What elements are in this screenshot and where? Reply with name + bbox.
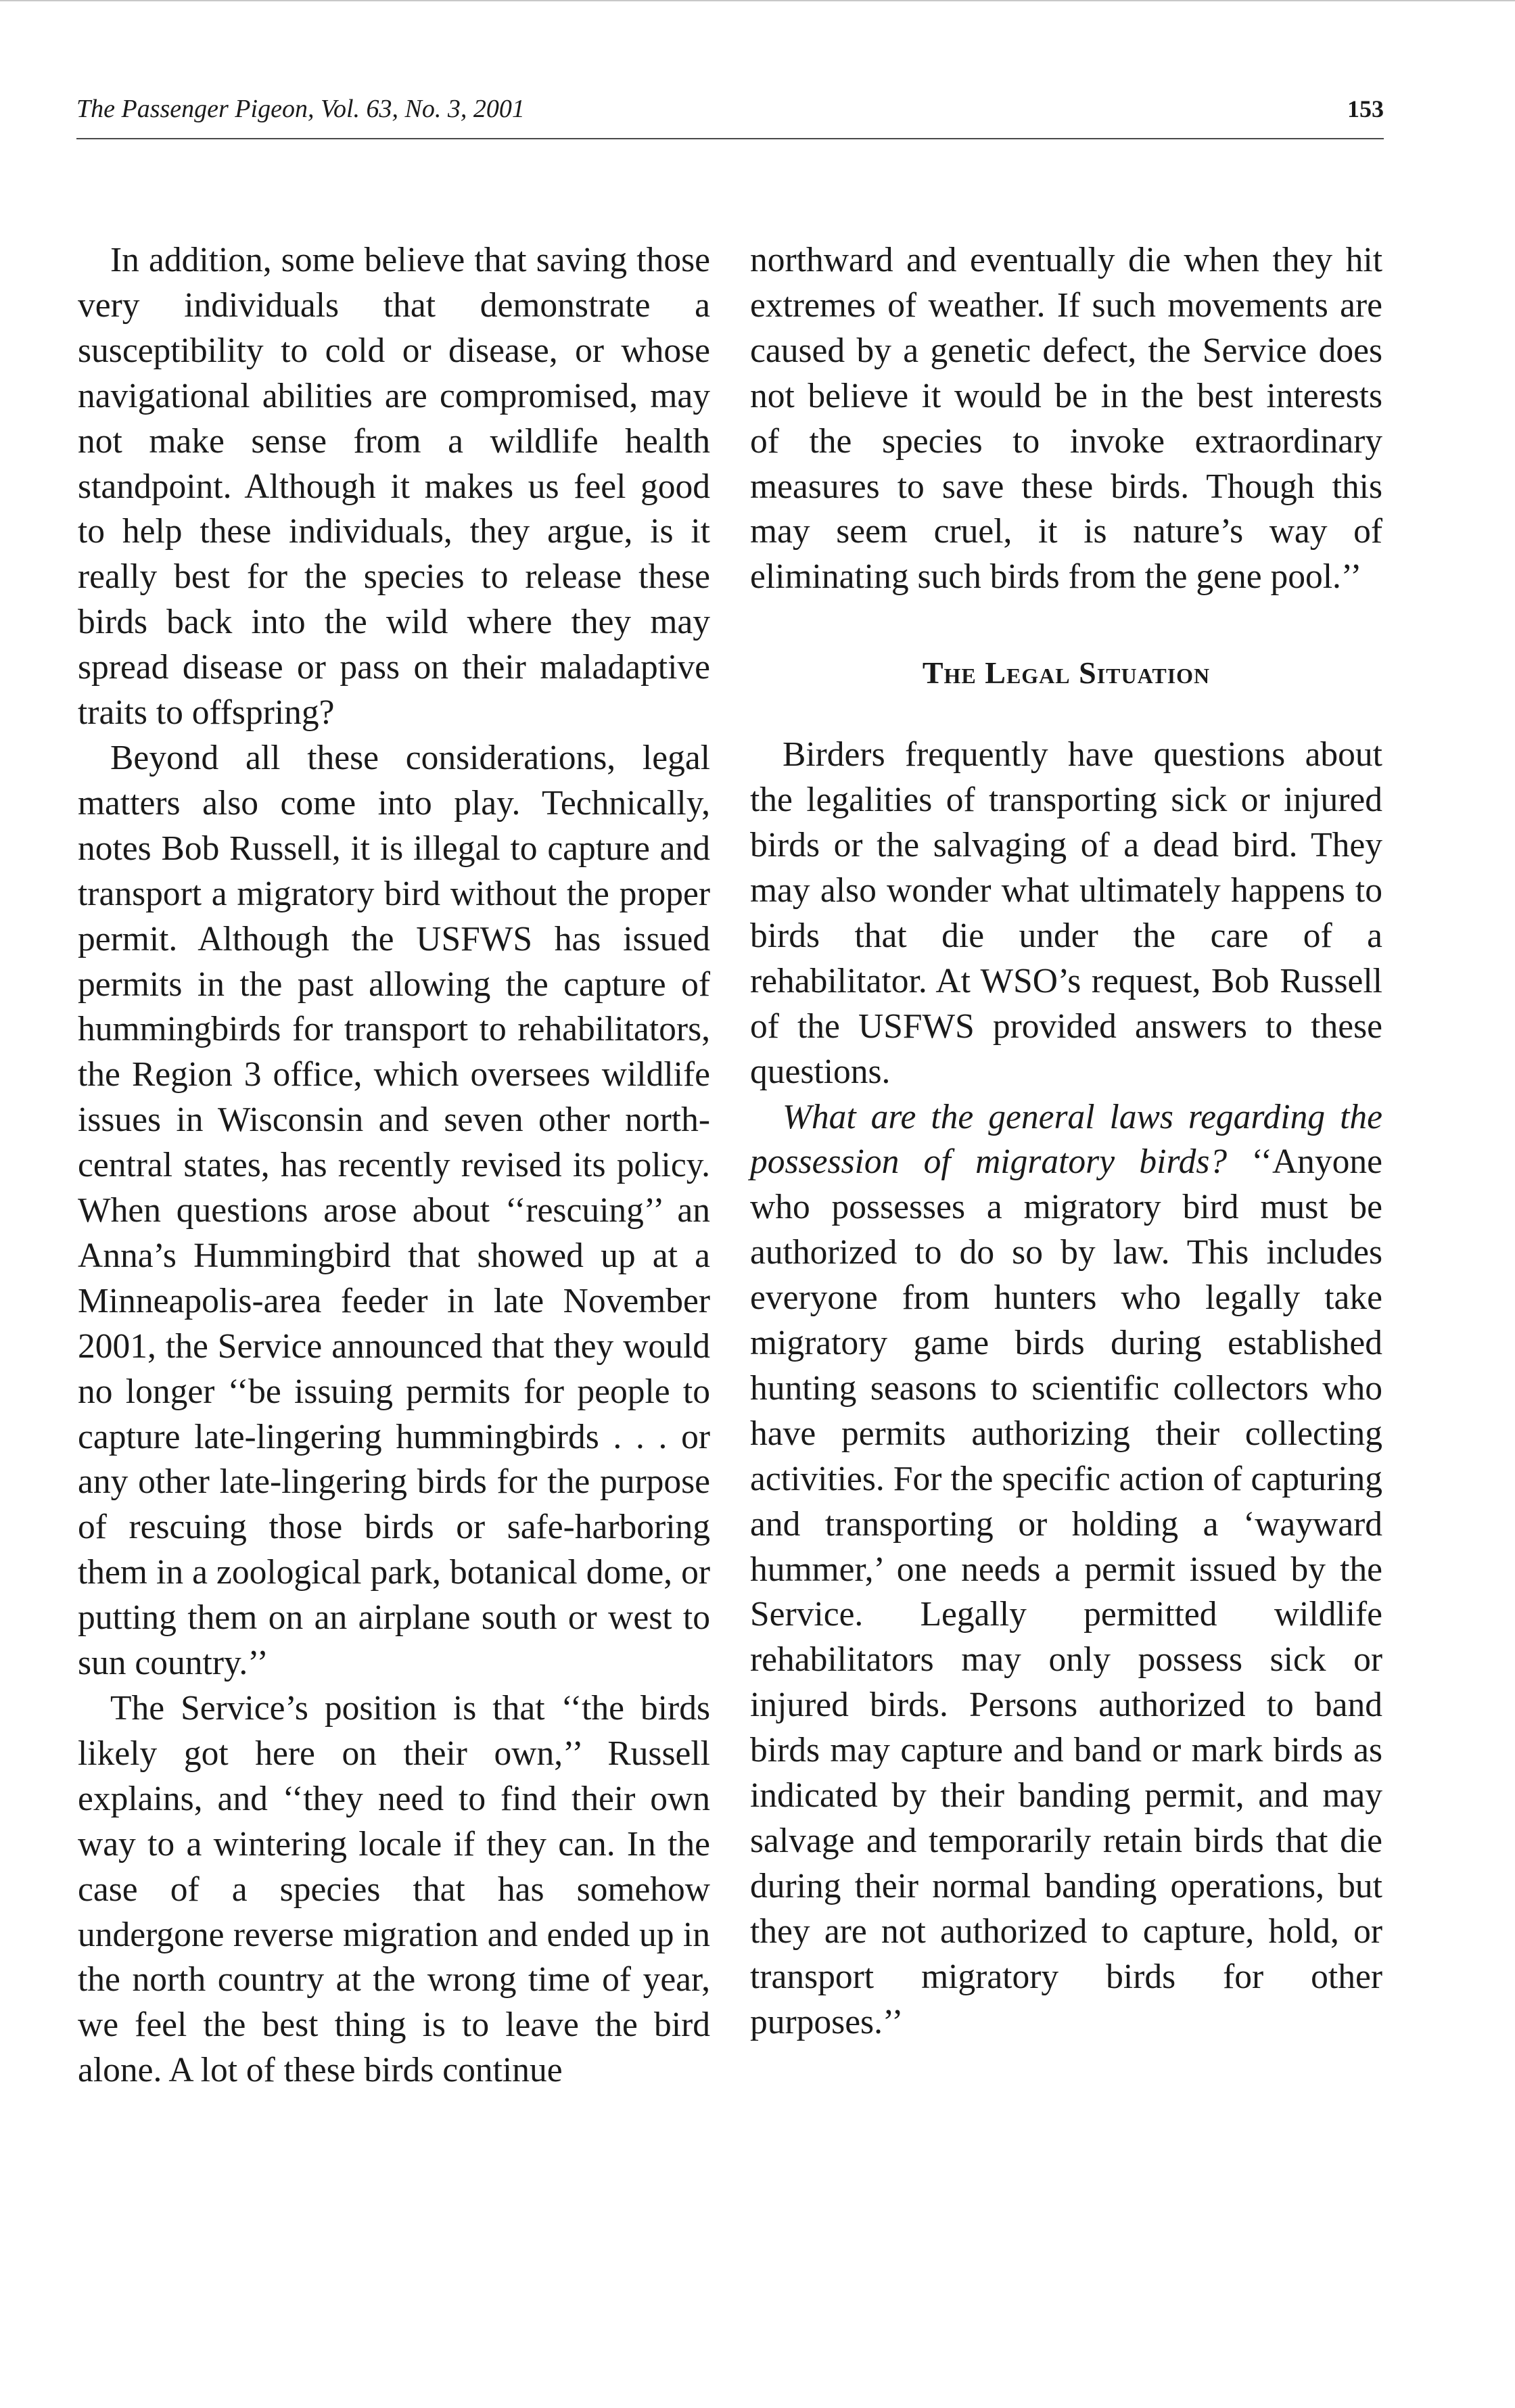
page-number: 153: [1347, 95, 1384, 122]
paragraph-qa: [750, 1095, 1382, 2045]
paragraph-legal-matters: Beyond all these considerations, legal matters also come into play. Technically, notes Bob Russell, it is illegal to capture and transport a migratory bird without the proper permit. Although the USFWS has issued permits in the past allowing the capture of hummingbirds for transport to rehabilitators, the Region 3 office, which oversees wildlife issues in Wisconsin and seven other north-central states, has recently revised its policy. When questions arose about ‘‘rescuing’’ an Anna’s Hummingbird that showed up at a Minneapolis-area feeder in late November 2001, the Service announced that they would no longer ‘‘be issuing permits for people to capture late-lingering hummingbirds . . . or any other late-lingering birds for the purpose of rescuing those birds or safe-harboring them in a zoological park, botanical dome, or putting them on an airplane south or west to sun country.’’: [78, 738, 710, 1683]
paragraph-continued: northward and eventually die when they hit extremes of weather. If such movements are caused by a genetic defect, the Service does not believe it would be in the best interests of the species to invoke extraordinary measures to save these birds. Though this may seem cruel, it is nature’s way of eliminating such birds from the gene pool.’’: [750, 241, 1382, 597]
paragraph-service-position: The Service’s position is that ‘‘the birds likely got here on their own,’’ Russell explains, and ‘‘they need to find their own way to a wintering locale if they can. In the case of a species that has somehow undergone reverse migration and ended up in the north country at the wrong time of year, we feel the best thing is to leave the bird alone. A lot of these birds continue: [78, 1689, 710, 2090]
answer-text: ‘‘Anyone who possesses a migratory bird must be authorized to do so by law. This includes everyone from hunters who legally take migratory game birds during established hunting seasons to scientific collectors who have permits authorizing their collecting activities. For the specific action of capturing and transporting or holding a ‘wayward hummer,’ one needs a permit issued by the Service. Legally permitted wildlife rehabilitators may only possess sick or injured birds. Persons authorized to band birds may capture and band or mark birds as indicated by their banding permit, and may salvage and temporarily retain birds that die during their normal banding operations, but they are not authorized to capture, hold, or transport migratory birds for other purposes.’’: [750, 1142, 1383, 2041]
question-text: What are the general laws regarding the possession of migratory birds?: [750, 1097, 1382, 1182]
top-rule: [0, 0, 1515, 1]
journal-citation: The Passenger Pigeon, Vol. 63, No. 3, 2001: [76, 95, 525, 123]
running-header: [76, 93, 1384, 139]
paragraph-legal-intro: Birders frequently have questions about the legalities of transporting sick or injured birds or the salvaging of a dead bird. They may also wonder what ultimately happens to birds that die under the care of a rehabilitator. At WSO’s request, Bob Russell of the USFWS provided answers to these questions.: [750, 735, 1382, 1091]
left-column: [78, 238, 710, 2093]
right-column: [750, 238, 1382, 2045]
paragraph-rescue-concerns: In addition, some believe that saving those very individuals that demonstrate a susceptibility to cold or disease, or whose navigational abilities are compromised, may not make sense from a wildlife health standpoint. Although it makes us feel good to help these individuals, they argue, is it really best for the species to release these birds back into the wild where they may spread disease or pass on their maladaptive traits to offspring?: [78, 241, 710, 733]
section-title: The Legal Situation: [922, 655, 1211, 691]
